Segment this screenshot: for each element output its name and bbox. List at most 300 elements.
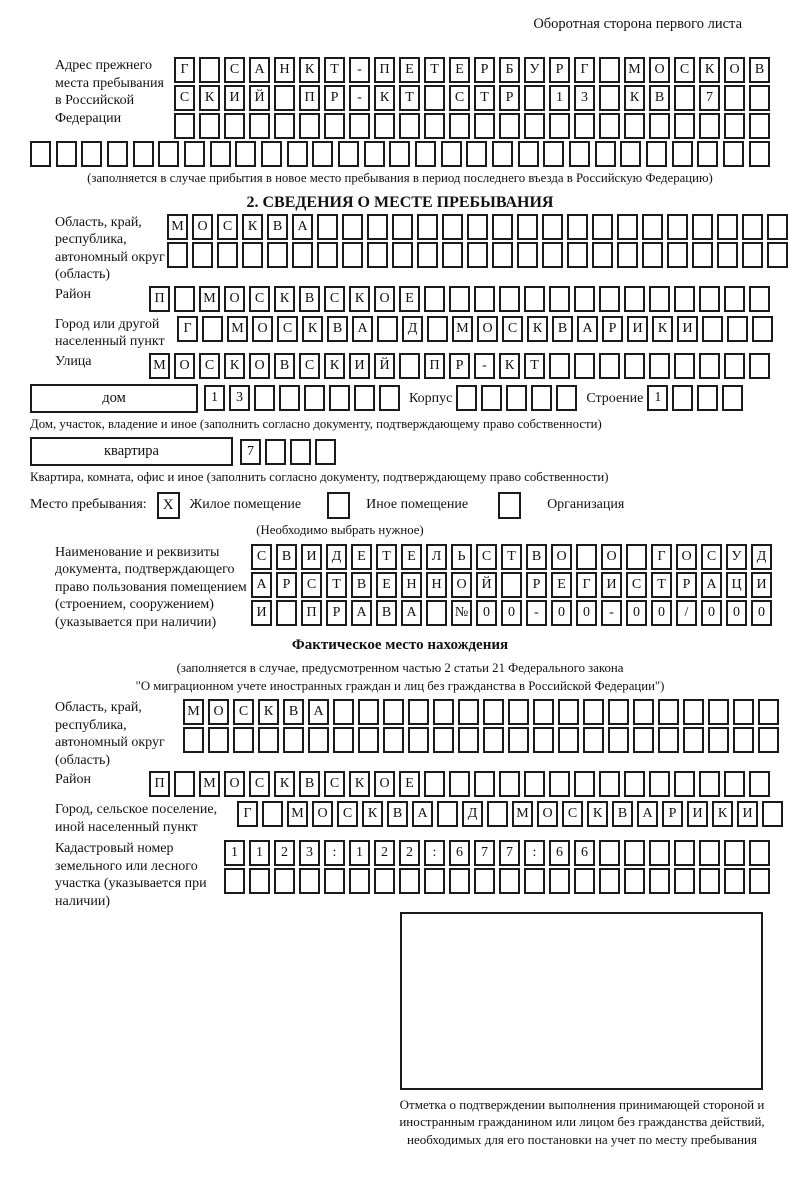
form-cell[interactable]: К — [349, 771, 370, 797]
form-cell[interactable] — [674, 771, 695, 797]
form-cell[interactable] — [624, 840, 645, 866]
form-cell[interactable] — [287, 141, 308, 167]
form-cell[interactable]: А — [637, 801, 658, 827]
form-cell[interactable] — [699, 868, 720, 894]
form-cell[interactable] — [649, 353, 670, 379]
form-cell[interactable] — [487, 801, 508, 827]
form-cell[interactable]: Г — [651, 544, 672, 570]
form-cell[interactable]: О — [374, 771, 395, 797]
form-cell[interactable] — [499, 113, 520, 139]
form-cell[interactable] — [717, 242, 738, 268]
form-cell[interactable]: 6 — [449, 840, 470, 866]
form-cell[interactable]: Й — [476, 572, 497, 598]
form-cell[interactable] — [315, 439, 336, 465]
form-cell[interactable]: В — [376, 600, 397, 626]
form-cell[interactable]: И — [301, 544, 322, 570]
form-cell[interactable] — [699, 353, 720, 379]
form-cell[interactable] — [767, 242, 788, 268]
form-cell[interactable] — [667, 242, 688, 268]
form-cell[interactable]: - — [349, 85, 370, 111]
form-cell[interactable]: О — [249, 353, 270, 379]
form-cell[interactable] — [283, 727, 304, 753]
form-cell[interactable]: : — [424, 840, 445, 866]
form-cell[interactable] — [608, 727, 629, 753]
form-cell[interactable]: С — [174, 85, 195, 111]
form-cell[interactable]: 2 — [374, 840, 395, 866]
form-cell[interactable] — [733, 727, 754, 753]
form-cell[interactable] — [672, 141, 693, 167]
form-cell[interactable] — [617, 242, 638, 268]
form-cell[interactable] — [608, 699, 629, 725]
form-cell[interactable] — [483, 699, 504, 725]
form-cell[interactable]: Г — [576, 572, 597, 598]
form-cell[interactable]: Ц — [726, 572, 747, 598]
form-cell[interactable]: Т — [376, 544, 397, 570]
form-cell[interactable] — [722, 385, 743, 411]
form-cell[interactable] — [574, 286, 595, 312]
form-cell[interactable]: С — [476, 544, 497, 570]
form-cell[interactable] — [599, 113, 620, 139]
form-cell[interactable]: О — [676, 544, 697, 570]
form-cell[interactable] — [672, 385, 693, 411]
form-cell[interactable] — [624, 771, 645, 797]
form-cell[interactable] — [633, 727, 654, 753]
form-cell[interactable] — [417, 242, 438, 268]
form-cell[interactable]: В — [299, 286, 320, 312]
form-cell[interactable] — [292, 242, 313, 268]
form-cell[interactable] — [626, 544, 647, 570]
form-cell[interactable] — [56, 141, 77, 167]
form-cell[interactable]: - — [526, 600, 547, 626]
form-cell[interactable]: А — [292, 214, 313, 240]
form-cell[interactable] — [458, 727, 479, 753]
form-cell[interactable] — [724, 771, 745, 797]
form-cell[interactable]: С — [224, 57, 245, 83]
form-cell[interactable]: С — [233, 699, 254, 725]
form-cell[interactable] — [724, 840, 745, 866]
form-cell[interactable] — [276, 600, 297, 626]
form-cell[interactable] — [192, 242, 213, 268]
form-cell[interactable] — [569, 141, 590, 167]
form-cell[interactable]: К — [299, 57, 320, 83]
form-cell[interactable]: 2 — [274, 840, 295, 866]
form-cell[interactable] — [467, 214, 488, 240]
form-cell[interactable] — [517, 242, 538, 268]
form-cell[interactable]: 7 — [240, 439, 261, 465]
form-cell[interactable] — [224, 113, 245, 139]
form-cell[interactable] — [392, 214, 413, 240]
form-cell[interactable] — [290, 439, 311, 465]
form-cell[interactable] — [299, 113, 320, 139]
form-cell[interactable] — [217, 242, 238, 268]
form-cell[interactable]: 3 — [229, 385, 250, 411]
form-cell[interactable]: Р — [676, 572, 697, 598]
form-cell[interactable]: Т — [474, 85, 495, 111]
form-cell[interactable]: К — [374, 85, 395, 111]
form-cell[interactable] — [433, 699, 454, 725]
form-cell[interactable]: Н — [274, 57, 295, 83]
form-cell[interactable]: К — [624, 85, 645, 111]
form-cell[interactable]: 6 — [574, 840, 595, 866]
form-cell[interactable] — [599, 840, 620, 866]
form-cell[interactable] — [692, 214, 713, 240]
form-cell[interactable] — [449, 868, 470, 894]
form-cell[interactable]: Т — [524, 353, 545, 379]
form-cell[interactable] — [749, 85, 770, 111]
form-cell[interactable]: 2 — [399, 840, 420, 866]
form-cell[interactable]: А — [412, 801, 433, 827]
form-cell[interactable] — [442, 242, 463, 268]
form-cell[interactable]: У — [524, 57, 545, 83]
form-cell[interactable]: Е — [376, 572, 397, 598]
form-cell[interactable]: В — [552, 316, 573, 342]
form-cell[interactable]: П — [149, 286, 170, 312]
form-cell[interactable]: С — [301, 572, 322, 598]
form-cell[interactable]: О — [537, 801, 558, 827]
checkbox-organization[interactable] — [498, 492, 521, 519]
form-cell[interactable] — [599, 286, 620, 312]
form-cell[interactable] — [674, 353, 695, 379]
form-cell[interactable] — [567, 214, 588, 240]
form-cell[interactable]: П — [301, 600, 322, 626]
form-cell[interactable] — [642, 214, 663, 240]
form-cell[interactable]: В — [267, 214, 288, 240]
form-cell[interactable] — [449, 286, 470, 312]
form-cell[interactable] — [758, 727, 779, 753]
form-cell[interactable] — [749, 141, 770, 167]
form-cell[interactable] — [724, 85, 745, 111]
form-cell[interactable] — [458, 699, 479, 725]
form-cell[interactable]: В — [649, 85, 670, 111]
form-cell[interactable]: 0 — [551, 600, 572, 626]
form-cell[interactable] — [699, 113, 720, 139]
form-cell[interactable] — [424, 868, 445, 894]
form-cell[interactable] — [658, 727, 679, 753]
form-cell[interactable] — [383, 699, 404, 725]
form-cell[interactable]: К — [199, 85, 220, 111]
form-cell[interactable] — [699, 771, 720, 797]
form-cell[interactable]: В — [327, 316, 348, 342]
form-cell[interactable]: В — [276, 544, 297, 570]
form-cell[interactable] — [620, 141, 641, 167]
form-cell[interactable] — [392, 242, 413, 268]
form-cell[interactable]: О — [551, 544, 572, 570]
form-cell[interactable] — [708, 727, 729, 753]
form-cell[interactable] — [254, 385, 275, 411]
form-cell[interactable] — [583, 727, 604, 753]
form-cell[interactable] — [399, 113, 420, 139]
form-cell[interactable]: С — [299, 353, 320, 379]
form-cell[interactable] — [364, 141, 385, 167]
form-cell[interactable] — [174, 113, 195, 139]
form-cell[interactable] — [358, 699, 379, 725]
form-cell[interactable] — [633, 699, 654, 725]
form-cell[interactable] — [708, 699, 729, 725]
form-cell[interactable] — [308, 727, 329, 753]
form-cell[interactable]: К — [258, 699, 279, 725]
form-cell[interactable] — [133, 141, 154, 167]
form-cell[interactable] — [624, 353, 645, 379]
form-cell[interactable]: Д — [402, 316, 423, 342]
form-cell[interactable]: П — [374, 57, 395, 83]
form-cell[interactable] — [542, 214, 563, 240]
form-cell[interactable]: 0 — [751, 600, 772, 626]
form-cell[interactable]: М — [149, 353, 170, 379]
form-cell[interactable]: Е — [399, 57, 420, 83]
form-cell[interactable]: К — [302, 316, 323, 342]
form-cell[interactable] — [692, 242, 713, 268]
form-cell[interactable] — [399, 868, 420, 894]
form-cell[interactable] — [517, 214, 538, 240]
form-cell[interactable] — [358, 727, 379, 753]
form-cell[interactable] — [533, 727, 554, 753]
form-cell[interactable]: И — [687, 801, 708, 827]
form-cell[interactable] — [449, 771, 470, 797]
form-cell[interactable]: К — [362, 801, 383, 827]
form-cell[interactable]: 0 — [476, 600, 497, 626]
form-cell[interactable]: А — [701, 572, 722, 598]
form-cell[interactable]: 7 — [699, 85, 720, 111]
form-cell[interactable] — [274, 85, 295, 111]
form-cell[interactable]: К — [527, 316, 548, 342]
form-cell[interactable]: Т — [651, 572, 672, 598]
form-cell[interactable] — [508, 727, 529, 753]
form-cell[interactable] — [399, 353, 420, 379]
form-cell[interactable]: А — [251, 572, 272, 598]
form-cell[interactable]: В — [612, 801, 633, 827]
form-cell[interactable] — [383, 727, 404, 753]
form-cell[interactable] — [723, 141, 744, 167]
form-cell[interactable]: Е — [351, 544, 372, 570]
form-cell[interactable] — [758, 699, 779, 725]
form-cell[interactable] — [449, 113, 470, 139]
form-cell[interactable] — [317, 214, 338, 240]
form-cell[interactable]: М — [167, 214, 188, 240]
form-cell[interactable] — [624, 113, 645, 139]
form-cell[interactable]: К — [699, 57, 720, 83]
form-cell[interactable] — [524, 286, 545, 312]
form-cell[interactable]: Е — [449, 57, 470, 83]
form-cell[interactable]: С — [199, 353, 220, 379]
checkbox-other-premises[interactable] — [327, 492, 350, 519]
form-cell[interactable]: 1 — [249, 840, 270, 866]
form-cell[interactable]: П — [424, 353, 445, 379]
form-cell[interactable] — [174, 771, 195, 797]
form-cell[interactable] — [599, 868, 620, 894]
form-cell[interactable]: В — [749, 57, 770, 83]
form-cell[interactable] — [242, 242, 263, 268]
form-cell[interactable] — [767, 214, 788, 240]
form-cell[interactable]: И — [601, 572, 622, 598]
form-cell[interactable] — [312, 141, 333, 167]
form-cell[interactable] — [697, 385, 718, 411]
form-cell[interactable] — [483, 727, 504, 753]
form-cell[interactable] — [466, 141, 487, 167]
form-cell[interactable] — [624, 868, 645, 894]
form-cell[interactable] — [549, 771, 570, 797]
form-cell[interactable] — [508, 699, 529, 725]
form-cell[interactable]: 7 — [474, 840, 495, 866]
form-cell[interactable] — [549, 286, 570, 312]
form-cell[interactable]: В — [387, 801, 408, 827]
form-cell[interactable] — [599, 85, 620, 111]
form-cell[interactable] — [235, 141, 256, 167]
form-cell[interactable] — [724, 353, 745, 379]
form-cell[interactable]: Г — [237, 801, 258, 827]
form-cell[interactable]: И — [224, 85, 245, 111]
form-cell[interactable] — [567, 242, 588, 268]
form-cell[interactable] — [333, 727, 354, 753]
form-cell[interactable] — [342, 214, 363, 240]
form-cell[interactable]: П — [149, 771, 170, 797]
form-cell[interactable]: С — [277, 316, 298, 342]
form-cell[interactable] — [549, 113, 570, 139]
form-cell[interactable] — [481, 385, 502, 411]
form-cell[interactable]: В — [274, 353, 295, 379]
form-cell[interactable] — [492, 141, 513, 167]
form-cell[interactable]: С — [324, 771, 345, 797]
form-cell[interactable] — [642, 242, 663, 268]
form-cell[interactable] — [583, 699, 604, 725]
form-cell[interactable] — [649, 840, 670, 866]
form-cell[interactable] — [531, 385, 552, 411]
form-cell[interactable] — [595, 141, 616, 167]
form-cell[interactable]: 1 — [349, 840, 370, 866]
form-cell[interactable] — [649, 113, 670, 139]
form-cell[interactable]: Д — [326, 544, 347, 570]
form-cell[interactable] — [367, 214, 388, 240]
form-cell[interactable]: М — [512, 801, 533, 827]
form-cell[interactable] — [674, 286, 695, 312]
form-cell[interactable]: М — [624, 57, 645, 83]
form-cell[interactable] — [233, 727, 254, 753]
form-cell[interactable]: В — [283, 699, 304, 725]
form-cell[interactable]: Д — [462, 801, 483, 827]
form-cell[interactable]: Т — [501, 544, 522, 570]
form-cell[interactable] — [524, 113, 545, 139]
form-cell[interactable]: С — [626, 572, 647, 598]
form-cell[interactable]: К — [712, 801, 733, 827]
form-cell[interactable] — [674, 85, 695, 111]
form-cell[interactable]: К — [224, 353, 245, 379]
form-cell[interactable]: 0 — [701, 600, 722, 626]
form-cell[interactable] — [724, 113, 745, 139]
form-cell[interactable] — [524, 868, 545, 894]
form-cell[interactable] — [199, 57, 220, 83]
form-cell[interactable]: А — [577, 316, 598, 342]
form-cell[interactable] — [30, 141, 51, 167]
form-cell[interactable] — [167, 242, 188, 268]
form-cell[interactable]: 1 — [224, 840, 245, 866]
form-cell[interactable]: О — [192, 214, 213, 240]
form-cell[interactable] — [599, 771, 620, 797]
form-cell[interactable] — [342, 242, 363, 268]
form-cell[interactable] — [574, 771, 595, 797]
form-cell[interactable] — [549, 868, 570, 894]
form-cell[interactable] — [274, 113, 295, 139]
form-cell[interactable]: 3 — [299, 840, 320, 866]
form-cell[interactable] — [558, 699, 579, 725]
checkbox-residential[interactable]: X — [157, 492, 180, 519]
form-cell[interactable] — [506, 385, 527, 411]
form-cell[interactable] — [474, 771, 495, 797]
form-cell[interactable] — [408, 727, 429, 753]
form-cell[interactable]: О — [477, 316, 498, 342]
form-cell[interactable]: 1 — [204, 385, 225, 411]
form-cell[interactable]: И — [627, 316, 648, 342]
form-cell[interactable]: М — [287, 801, 308, 827]
form-cell[interactable]: 3 — [574, 85, 595, 111]
form-cell[interactable]: Р — [662, 801, 683, 827]
form-cell[interactable]: Е — [399, 286, 420, 312]
form-cell[interactable] — [415, 141, 436, 167]
form-cell[interactable] — [183, 727, 204, 753]
form-cell[interactable] — [752, 316, 773, 342]
form-cell[interactable]: О — [208, 699, 229, 725]
form-cell[interactable] — [158, 141, 179, 167]
form-cell[interactable]: Р — [549, 57, 570, 83]
form-cell[interactable] — [107, 141, 128, 167]
form-cell[interactable] — [556, 385, 577, 411]
form-cell[interactable] — [592, 214, 613, 240]
form-cell[interactable]: С — [562, 801, 583, 827]
form-cell[interactable]: 7 — [499, 840, 520, 866]
form-cell[interactable]: Р — [602, 316, 623, 342]
form-cell[interactable]: Р — [526, 572, 547, 598]
form-cell[interactable]: - — [601, 600, 622, 626]
form-cell[interactable]: Т — [424, 57, 445, 83]
form-cell[interactable]: С — [502, 316, 523, 342]
form-cell[interactable]: Й — [374, 353, 395, 379]
form-cell[interactable]: П — [299, 85, 320, 111]
form-cell[interactable] — [599, 353, 620, 379]
form-cell[interactable]: Н — [401, 572, 422, 598]
form-cell[interactable]: С — [449, 85, 470, 111]
form-cell[interactable] — [558, 727, 579, 753]
form-cell[interactable] — [408, 699, 429, 725]
form-cell[interactable] — [518, 141, 539, 167]
form-cell[interactable] — [533, 699, 554, 725]
form-cell[interactable] — [374, 113, 395, 139]
form-cell[interactable]: : — [324, 840, 345, 866]
form-cell[interactable]: 0 — [726, 600, 747, 626]
form-cell[interactable]: О — [649, 57, 670, 83]
form-cell[interactable] — [324, 868, 345, 894]
form-cell[interactable] — [524, 85, 545, 111]
form-cell[interactable] — [424, 286, 445, 312]
form-cell[interactable]: 6 — [549, 840, 570, 866]
form-cell[interactable] — [492, 242, 513, 268]
form-cell[interactable] — [261, 141, 282, 167]
form-cell[interactable]: И — [349, 353, 370, 379]
form-cell[interactable] — [649, 868, 670, 894]
form-cell[interactable]: - — [474, 353, 495, 379]
form-cell[interactable]: А — [352, 316, 373, 342]
form-cell[interactable]: Ь — [451, 544, 472, 570]
form-cell[interactable]: В — [526, 544, 547, 570]
form-cell[interactable] — [574, 868, 595, 894]
form-cell[interactable]: М — [452, 316, 473, 342]
form-cell[interactable] — [617, 214, 638, 240]
form-cell[interactable]: М — [227, 316, 248, 342]
form-cell[interactable]: М — [199, 771, 220, 797]
form-cell[interactable] — [208, 727, 229, 753]
form-cell[interactable] — [267, 242, 288, 268]
form-cell[interactable] — [592, 242, 613, 268]
form-cell[interactable] — [437, 801, 458, 827]
form-cell[interactable] — [658, 699, 679, 725]
form-cell[interactable] — [417, 214, 438, 240]
